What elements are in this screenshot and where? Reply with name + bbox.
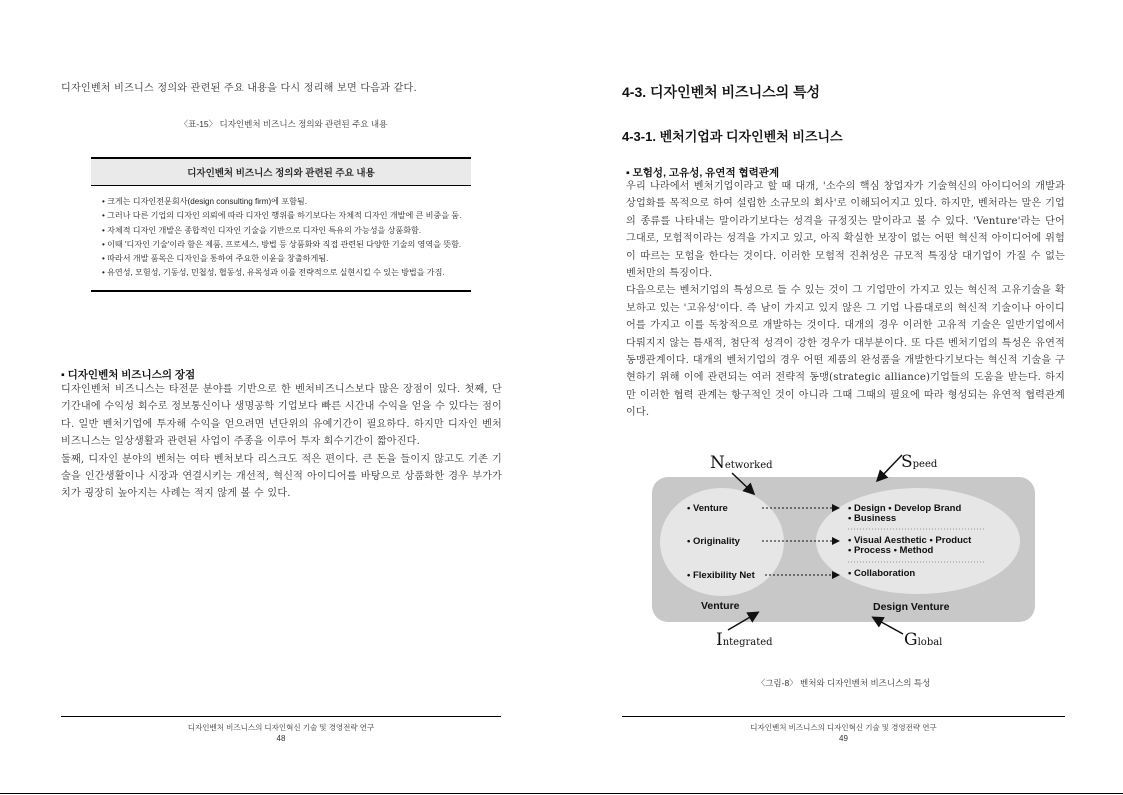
left-body: [61, 381, 502, 503]
paragraph: 다음으로는 벤처기업의 특성으로 들 수 있는 것이 그 기업만이 가지고 있는 혁신적 고유기술을 확보하고 있는 '고유성'이다. 즉 남이 가지고 있지 않은 그 기업 나름대로의 혁신적 기술이나 아이디어를 가지고 이를 독창적으로 개발하는 것이다. 대개의 경우 이러한 고유적 기술은 일반기업에서 다뤄지지 않는 틈새적, 첨단적 성격이 강한 경우가 대부분이다. 또 다른 벤처기업의 특성은 유연적 동맹관계이다. 대개의 벤처기업의 경우 어떤 제품의 완성품을 개발한다기보다는 혁신적 기술을 구현하기 위해 이에 관련되는 여러 전략적 동맹(strategic alliance)기업들의 도움을 받는다. 하지만 이러한 협력 관계는 항구적인 것이 아니라 그때 그때의 필요에 따라 형성되는 유연적 협력관계이다.: [626, 285, 1065, 419]
table-header: 디자인벤처 비즈니스 정의와 관련된 주요 내용: [91, 158, 471, 186]
heading-text: 디자인벤처 비즈니스의 특성: [646, 84, 821, 100]
right-footer-rule: [622, 716, 1065, 717]
left-footer-rule: [61, 716, 501, 717]
section-heading: [622, 82, 820, 102]
table-item: • 자체적 디자인 개발은 종합적인 디자인 기술을 기반으로 디자인 특유의 가능성을 상품화함.: [102, 225, 422, 235]
summary-table: [91, 157, 471, 292]
subheading-text: 벤처기업과 디자인벤처 비즈니스: [655, 129, 843, 144]
subheading-number: 4-3-1.: [622, 129, 656, 144]
table-item: • 이때 '디자인 기술'이라 함은 제품, 프로세스, 방법 등 상품화와 직접 관련된 다양한 기술의 영역을 뜻함.: [102, 239, 462, 249]
paragraph: 우리 나라에서 벤처기업이라고 할 때 대개, '소수의 핵심 창업자가 기술혁신의 아이디어의 개발과 상업화를 목적으로 하여 설립한 소규모의 회사'로 이해되어지고 있다. 하지만, 벤처라는 말은 기업의 종류를 나타내는 말이라기보다는 성격을 규정짓는 말이라고 볼 수 있다. 'Venture'라는 단어 그대로, 모험적이라는 성격을 가지고 있고, 아직 확실한 보장이 없는 어떤 혁신적 아이디어에 위험이 따르는 모험을 한다는 것이다. 이러한 모험적 진취성은 규모적 특징상 대기업이 가질 수 없는 벤처만의 특징이다.: [626, 181, 1065, 280]
section-heading-advantages: ▪ 디자인벤처 비즈니스의 장점: [61, 369, 196, 381]
table-item: • 유연성, 모험성, 기동성, 민첩성, 협동성, 유목성과 이를 전략적으로 실현시킬 수 있는 방법을 가짐.: [102, 268, 445, 278]
left-intro: 디자인벤처 비즈니스 정의와 관련된 주요 내용을 다시 정리해 보면 다음과 같다.: [61, 83, 417, 94]
subsection-heading: [622, 126, 843, 145]
table-item-list: [99, 195, 463, 281]
integrated-label: Integrated: [716, 630, 773, 650]
table-item: • 따라서 개발 품목은 디자인을 통하여 주요한 이윤을 창출하게됨.: [102, 254, 329, 264]
table-caption: 〈표-15〉 디자인벤처 비즈니스 정의와 관련된 주요 내용: [179, 119, 388, 129]
design-venture-label: Design Venture: [873, 601, 950, 613]
design-item: • Business: [848, 513, 897, 524]
global-label: Global: [904, 630, 943, 650]
figure-caption: 〈그림-8〉 벤처와 디자인벤처 비즈니스의 특성: [756, 678, 931, 688]
right-body: [626, 178, 1065, 422]
table-item: • 그러나 다른 기업의 디자인 의뢰에 따라 디자인 행위를 하기보다는 자체적 디자인 개발에 큰 비중을 둠.: [102, 211, 462, 221]
paragraph: 디자인벤처 비즈니스는 타전문 분야를 기반으로 한 벤처비즈니스보다 많은 장점이 있다. 첫째, 단기간내에 수익성 회수로 정보통신이나 생명공학 기업보다 빠른 시간내 수익을 얻을 수 있다는 점이다. 일반 벤처기업에 투자해 수익을 얻으려면 년단위의 유예기간이 필요하다. 하지만 디자인 벤처 비즈니스는 일상생활과 관련된 사업이 주종을 이루어 투자 회수기간이 짧아진다.: [61, 384, 502, 448]
table-item: • 크게는 디자인전문회사(design consulting firm)에 포함됨.: [102, 197, 307, 206]
arrow-speed: [878, 455, 902, 480]
venture-item: • Originality: [687, 536, 740, 547]
bullet-heading: ▪ 모험성, 고유성, 유연적 협력관계: [626, 167, 780, 179]
networked-label: Networked: [710, 453, 773, 473]
right-page-number: 49: [839, 734, 848, 743]
paragraph: 둘째, 디자인 분야의 벤처는 여타 벤처보다 리스크도 적은 편이다. 큰 돈을 들이지 않고도 기존 기술을 인간생활이나 시장과 연결시키는 개선적, 혁신적 아이디어를 바탕으로 상품화한 경우 부가가치가 굉장히 높아지는 사례는 적지 않게 볼 수 있다.: [61, 453, 502, 500]
venture-item: • Venture: [687, 503, 728, 514]
heading-number: 4-3.: [622, 84, 647, 100]
design-item: • Visual Aesthetic • Product: [848, 535, 972, 546]
left-footer-title: 디자인벤처 비즈니스의 디자인혁신 기술 및 경영전략 연구: [187, 723, 375, 732]
venture-label: Venture: [701, 600, 740, 612]
design-item: • Collaboration: [848, 568, 916, 579]
venture-item: • Flexibility Net: [687, 570, 755, 581]
design-item: • Process • Method: [848, 545, 934, 556]
right-footer-title: 디자인벤처 비즈니스의 디자인혁신 기술 및 경영전략 연구: [750, 723, 937, 732]
left-page-number: 48: [276, 734, 286, 743]
design-item: • Design • Develop Brand: [848, 503, 962, 514]
speed-label: Speed: [901, 452, 938, 472]
venture-diagram: [640, 440, 1060, 660]
page-bottom-rule: [0, 793, 1123, 794]
